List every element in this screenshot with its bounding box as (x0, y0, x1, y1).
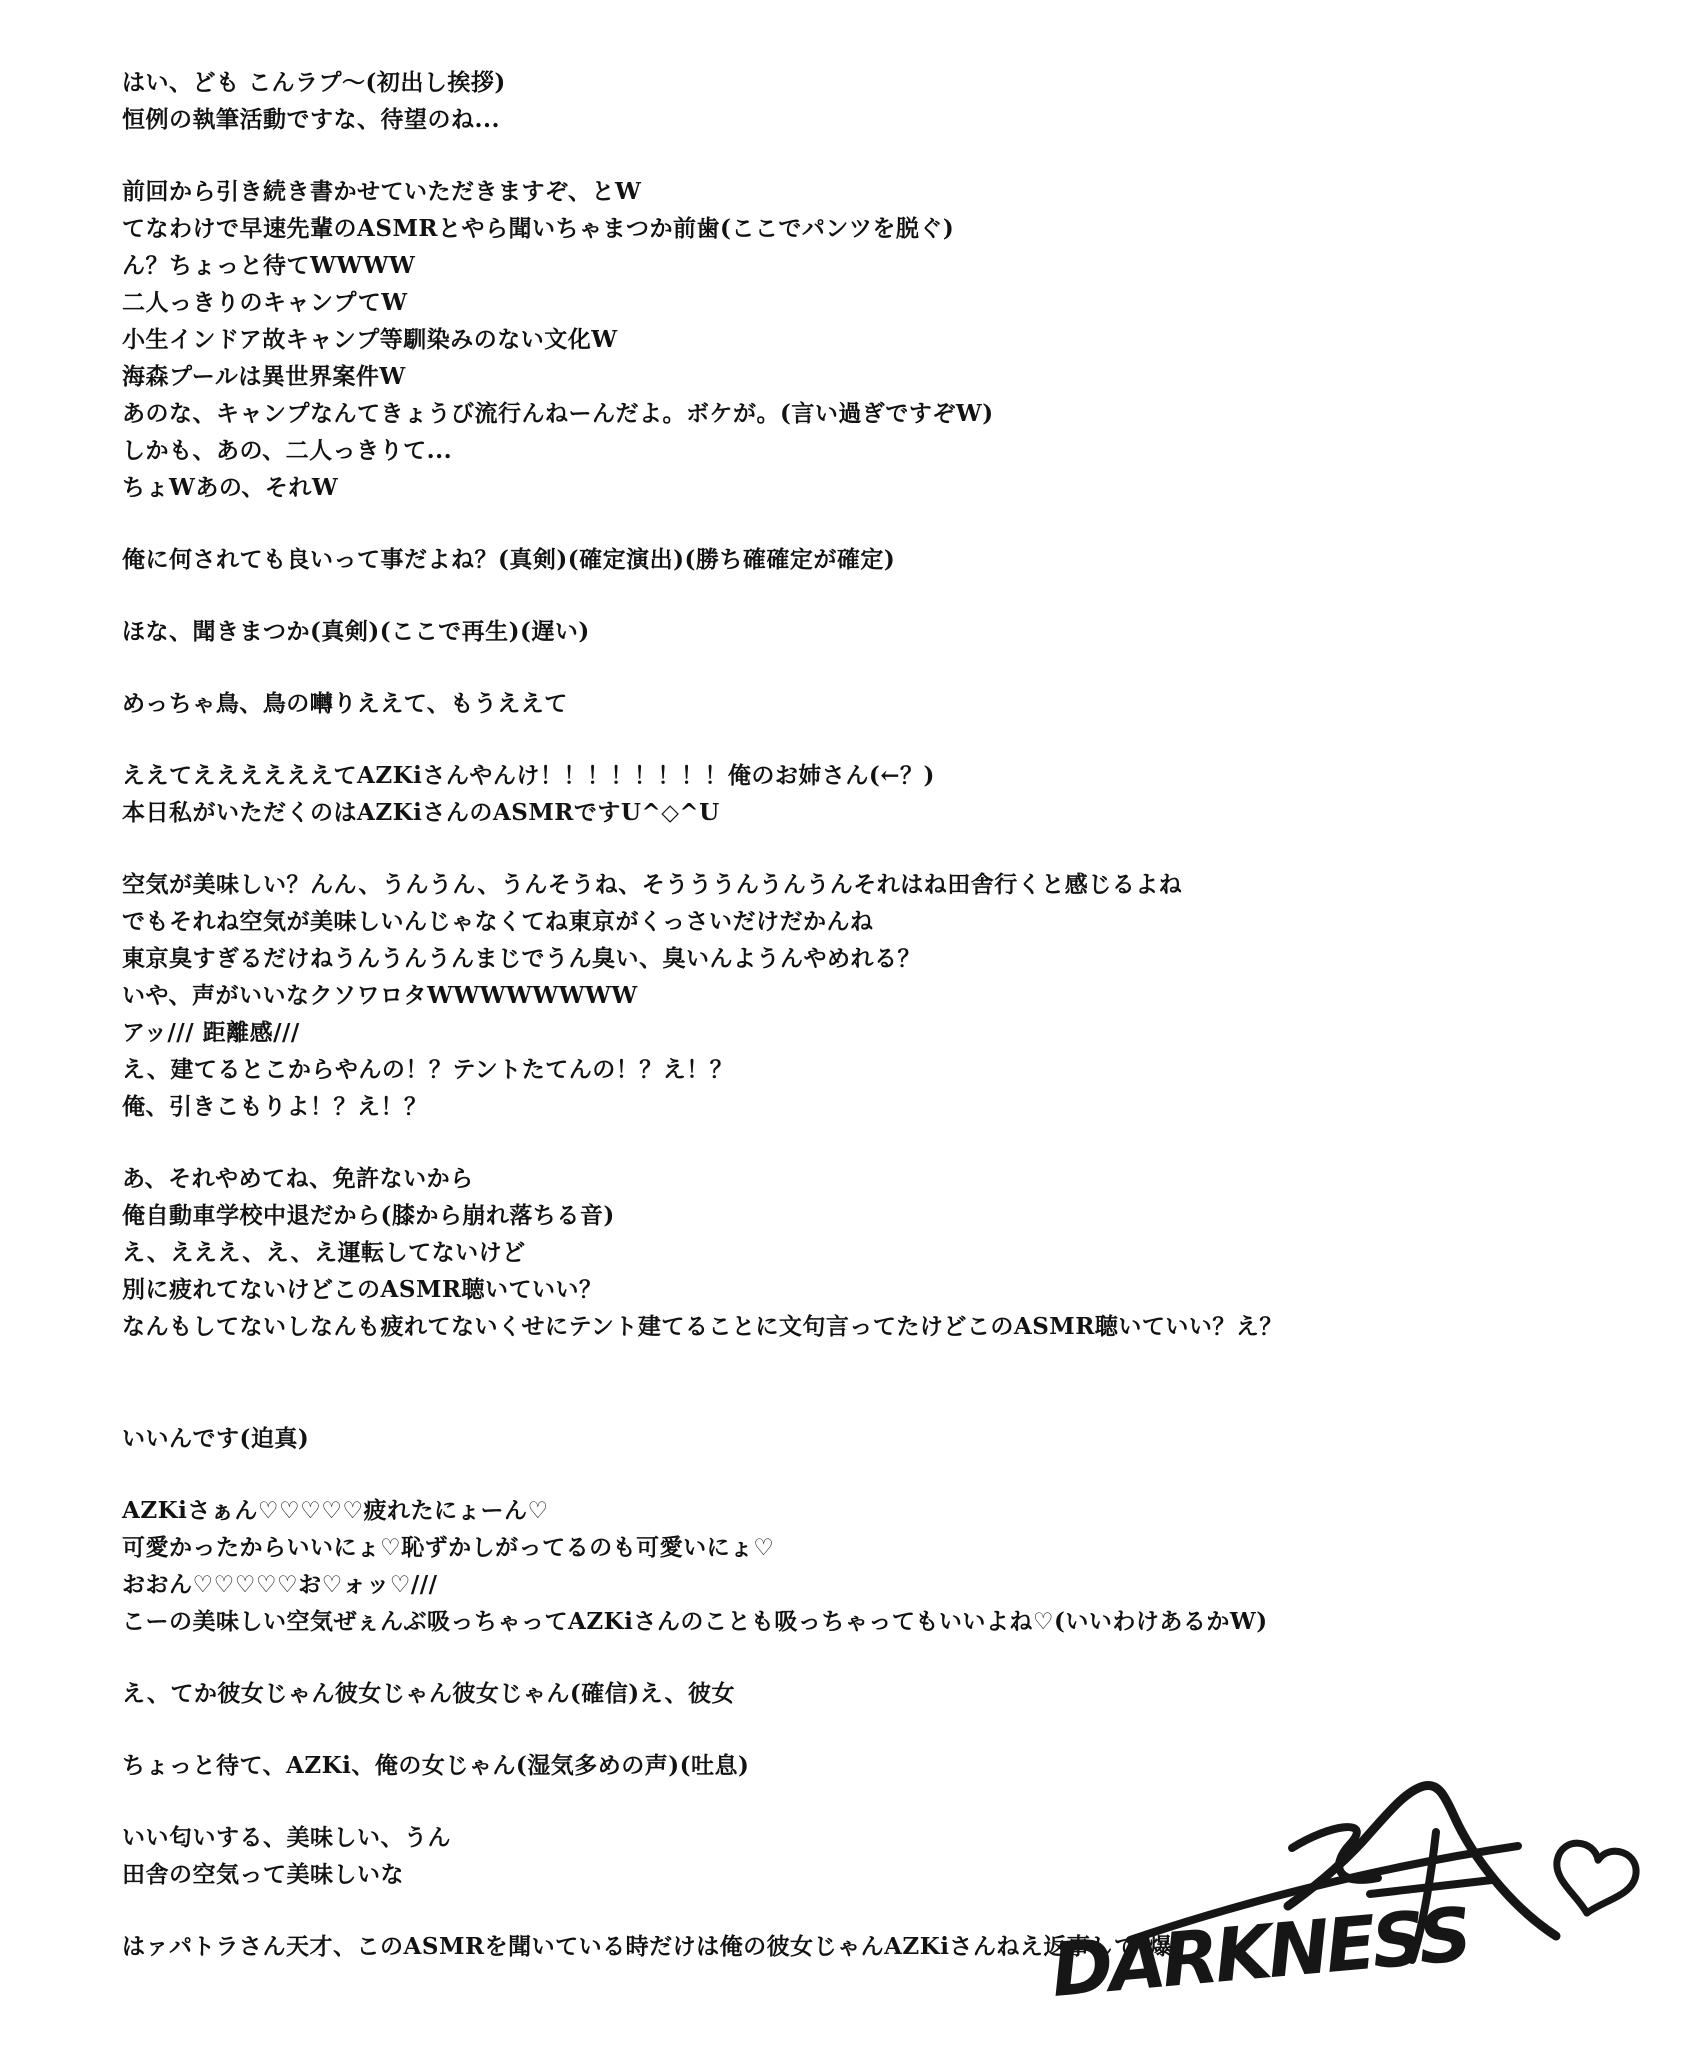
paragraph (122, 541, 1666, 578)
text-line: 空気が美味しい？んん、うんうん、うんそうね、そうううんうんうんそれはね田舎行くと感じるよね (122, 871, 1183, 898)
text-line: 可愛かったからいいにょ♡恥ずかしがってるのも可愛いにょ♡ (122, 1534, 775, 1561)
text-line: はい、ども こんラプ～(初出し挨拶) (122, 69, 506, 96)
text-line: こーの美味しい空気ぜぇんぶ吸っちゃってAZKiさんのことも吸っちゃってもいいよね♡(いいわけあるかW) (122, 1608, 1268, 1635)
text-line: でもそれね空気が美味しいんじゃなくてね東京がくっさいだけだかんね (122, 908, 874, 935)
paragraph (122, 1675, 1666, 1712)
text-line: 前回から引き続き書かせていただきますぞ、とW (122, 178, 642, 205)
text-line: え、建てるとこからやんの！？テントたてんの！？え！？ (122, 1056, 734, 1083)
text-line: AZKiさぁん♡♡♡♡♡疲れたにょーん♡ (122, 1497, 549, 1524)
paragraph (122, 757, 1666, 831)
text-line: ちょっと待て、AZKi、俺の女じゃん(湿気多めの声)(吐息) (122, 1752, 750, 1779)
text-line: え、てか彼女じゃん彼女じゃん彼女じゃん(確信)え、彼女 (122, 1680, 736, 1707)
author-signature (1040, 1728, 1670, 2048)
text-line: 恒例の執筆活動ですな、待望のね... (122, 106, 501, 133)
text-line: あのな、キャンプなんてきょうび流行んねーんだよ。ボケが。(言い過ぎですぞW) (122, 400, 994, 427)
text-line: てなわけで早速先輩のASMRとやら聞いちゃまつか前歯(ここでパンツを脱ぐ) (122, 215, 955, 242)
paragraph-intro (122, 173, 1666, 506)
paragraph (122, 1160, 1666, 1345)
text-line: ほな、聞きまつか(真剣)(ここで再生)(遅い) (122, 618, 590, 645)
text-line: 海森プールは異世界案件W (122, 363, 406, 390)
paragraph (122, 1420, 1666, 1457)
signature-text: DARKNESS (1048, 1891, 1472, 2014)
text-line: 本日私がいただくのはAZKiさんのASMRですU^◇^U (122, 799, 720, 826)
paragraph-hearts (122, 1492, 1666, 1640)
text-line: いいんです(迫真) (122, 1425, 310, 1452)
text-line: あ、それやめてね、免許ないから (122, 1165, 474, 1192)
paragraph (122, 613, 1666, 650)
text-line: 東京臭すぎるだけねうんうんうんまじでうん臭い、臭いんようんやめれる？ (122, 945, 921, 972)
heart-icon (1548, 1839, 1640, 1921)
text-line: しかも、あの、二人っきりて... (122, 437, 453, 464)
text-line: おおん♡♡♡♡♡お♡ォッ♡/// (122, 1571, 438, 1598)
text-line: ちょWあの、それW (122, 474, 339, 501)
text-line: 小生インドア故キャンプ等馴染みのない文化W (122, 326, 618, 353)
text-line: いい匂いする、美味しい、うん (122, 1824, 451, 1851)
text-line: 俺に何されても良いって事だよね？(真剣)(確定演出)(勝ち確確定が確定) (122, 546, 896, 573)
text-line: ん？ちょっと待てWWWW (122, 252, 416, 279)
text-line: 俺自動車学校中退だから(膝から崩れ落ちる音) (122, 1202, 615, 1229)
paragraph (122, 685, 1666, 722)
text-line: 俺、引きこもりよ！？え！？ (122, 1093, 428, 1120)
text-line: え、えええ、え、え運転してないけど (122, 1239, 526, 1266)
text-line: めっちゃ鳥、鳥の囀りええて、もうええて (122, 690, 568, 717)
text-line: アッ/// 距離感/// (122, 1019, 300, 1046)
text-line: いや、声がいいなクソワロタWWWWWWWW (122, 982, 638, 1009)
text-line: ええてええええええてAZKiさんやんけ！！！！！！！！俺のお姉さん(←？) (122, 762, 935, 789)
text-line: 別に疲れてないけどこのASMR聴いていい？ (122, 1276, 603, 1303)
text-line: なんもしてないしなんも疲れてないくせにテント建てることに文句言ってたけどこのASMR聴いていい？え？ (122, 1313, 1283, 1340)
text-line: 二人っきりのキャンプてW (122, 289, 408, 316)
paragraph-greeting (122, 64, 1666, 138)
text-line: 田舎の空気って美味しいな (122, 1861, 404, 1888)
text-line: はァパトラさん天才、このASMRを聞いている時だけは俺の彼女じゃんAZKiさんねえ返事して(爆) (122, 1933, 1184, 1960)
paragraph-asmr-reaction (122, 866, 1666, 1125)
